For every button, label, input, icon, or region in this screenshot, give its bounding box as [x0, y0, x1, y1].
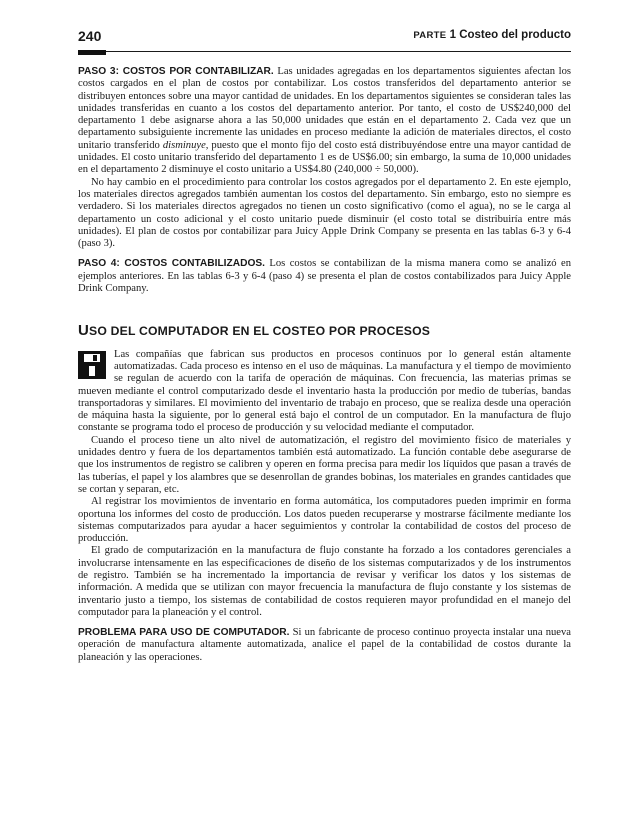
part-title: Costeo del producto: [459, 29, 571, 41]
paso3-paragraph: [78, 66, 571, 177]
paso3-text-after: puesto que el monto fijo del costo está distribuyéndose entre una mayor cantidad de unidades. El costo unitario transferido del departamento 1 es de US$6.00; sin embargo, la suma de 10,000 unidades en el departamento 2 disminuye el costo unitario a US$4.80 (240,000 ÷ 50,000).: [78, 139, 571, 176]
section-heading-rest: SO DEL COMPUTADOR EN EL COSTEO POR PROCESOS: [89, 324, 431, 339]
problema-text: Si un fabricante de proceso continuo proyecta instalar una nueva operación de manufactura altamente automatizada, analice el papel de la contabilidad de costos durante la planeación y las operaciones.: [78, 627, 571, 663]
paso4-lead: PASO 4: COSTOS CONTABILIZADOS.: [78, 258, 265, 270]
problema-lead: PROBLEMA PARA USO DE COMPUTADOR.: [78, 627, 290, 639]
paso3-paragraph-2: No hay cambio en el procedimiento para controlar los costos agregados por el departamento 2. En este ejemplo, los materiales directos agregados también aumentan los costos del departamento. Sin embargo, esto no siempre es verdadero. Si los materiales directos agregados no tienen un costo significativo (como el agua), no se le carga al departamento un costo adicional y el costo unitario puede disminuir (el costo total se distribuiría entre más unidades). El plan de costos por contabilizar para Juicy Apple Drink Company se presenta en las tablas 6-3 y 6-4 (paso 3).: [78, 176, 571, 250]
section-paragraph-1: [78, 349, 571, 435]
computer-disk-icon: [78, 351, 106, 379]
problema-paragraph: [78, 627, 571, 664]
paso3-text: Las unidades agregadas en los departamentos siguientes afectan los costos cargados en el plan de costos por contabilizar. Los costos transferidos del departamento anterior se distribuyen entonces sobre una mayor cantidad de unidades. En los departamentos siguientes se consideran tales las unidades transferidas en cuanto a los costos del departamento anterior. Por tanto, el costo de US$240,000 del departamento 1 debe asignarse ahora a las 50,000 unidades que están en el departamento 2. Cada vez que un departamento subsiguiente incremente las unidades en proceso mediante la adición de materiales directos, el costo unitario transferido: [78, 66, 571, 151]
section-paragraph-4: El grado de computarización en la manufactura de flujo constante ha forzado a los contadores gerenciales a involucrarse intensamente en las especificaciones de diseño de los sistemas computarizados y de los instrumentos de registro. También se ha incrementado la importancia de revisar y verificar los datos y los sistemas de información. A medida que se utilizan con mayor frecuencia la manufactura de flujo constante y los sistemas de inventario justo a tiempo, los sistemas de contabilidad de costos requieren mayor profundidad en el manejo del computador para la planeación y el control.: [78, 545, 571, 618]
part-label: PARTE: [413, 30, 447, 41]
section-paragraph-3: Al registrar los movimientos de inventario en forma automática, los computadores pueden imprimir en forma oportuna los informes del costo de producción. Los datos pueden recuperarse y mostrarse fácilmente mediante los sistemas computarizados para ayudar a hacer seguimientos y controlar la contabilidad de costos del proceso de producción.: [78, 496, 571, 545]
paso4-text: Los costos se contabilizan de la misma manera como se analizó en ejemplos anteriores. En las tablas 6-3 y 6-4 (paso 4) se presenta el plan de costos contabilizados para Juicy Apple Drink Company.: [78, 258, 571, 295]
page-body: [78, 66, 571, 664]
header-rule: [78, 51, 571, 52]
header-marker-block: [78, 50, 106, 55]
section-paragraph-1-text: Las compañías que fabrican sus productos en procesos continuos por lo general están altamente automatizadas. Cada proceso es intenso en el uso de máquinas. La manufactura y el tiempo de movimiento se regulan de acuerdo con la tarifa de operación de máquinas. Con frecuencia, las materias primas se mueven mediante el control computarizado desde el inventario hasta la producción por medio de tuberías, bandas transportadoras y similares. El movimiento del inventario de trabajo en proceso, que se realiza desde una operación de máquina hasta la siguiente, por lo general está bajo el control de un computador. En la manufactura de flujo constante se programa todo el proceso de producción y su velocidad mediante el computador.: [78, 348, 571, 434]
paso4-paragraph: [78, 258, 571, 295]
page-number: 240: [78, 28, 102, 44]
paso3-emphasis: disminuye,: [162, 139, 209, 151]
section-heading: [78, 322, 571, 340]
page-header: [78, 28, 571, 50]
running-head: [413, 29, 571, 41]
section-paragraph-2: Cuando el proceso tiene un alto nivel de automatización, el registro del movimiento físico de materiales y unidades dentro y fuera de los departamentos también está automatizado. La función contable debe asegurarse de que los instrumentos de registro se calibren y operen en forma precisa para medir los líquidos que pasan a través de las tuberías, el papel y los alambres que se desenrollan de grandes bobinas, los materiales en grandes cantidades que se cortan y separan, etc.: [78, 434, 571, 495]
section-heading-initial: U: [78, 322, 90, 340]
paso3-lead: PASO 3: COSTOS POR CONTABILIZAR.: [78, 66, 274, 77]
part-number: 1: [449, 29, 456, 41]
